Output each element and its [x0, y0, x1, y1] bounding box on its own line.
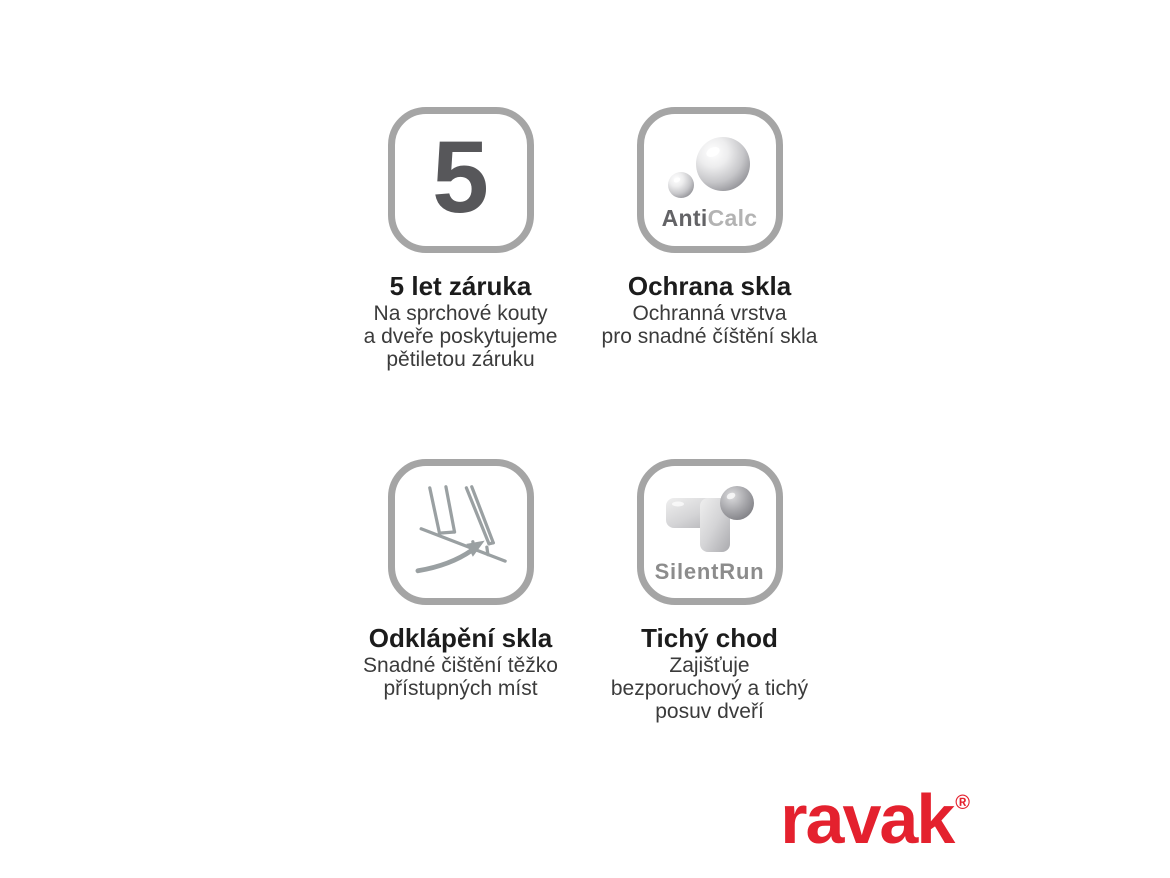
feature-description-glass-protection	[602, 302, 818, 348]
silentrun-label: SilentRun	[654, 558, 765, 584]
feature-description-warranty	[364, 302, 558, 371]
feature-description-line: Ochranná vrstva	[632, 302, 787, 325]
anticalc-label-anti: Anti	[661, 204, 708, 231]
feature-card-warranty	[336, 107, 585, 371]
feature-description-line: Na sprchové kouty	[373, 302, 548, 325]
digit-5-icon: 5	[432, 120, 489, 234]
feature-description-line: pětiletou záruku	[386, 348, 535, 371]
feature-card-glass-tilting	[336, 459, 585, 723]
feature-title-warranty: 5 let záruka	[389, 271, 532, 301]
water-drops-icon	[660, 131, 760, 205]
feature-title-quiet-operation: Tichý chod	[641, 623, 778, 653]
feature-description-line: posuv dveří	[655, 700, 764, 723]
feature-title-glass-tilting: Odklápění skla	[368, 623, 553, 653]
registered-trademark-icon: ®	[955, 792, 970, 814]
ravak-logo	[780, 780, 970, 858]
feature-card-quiet-operation	[585, 459, 834, 723]
anticalc-label-calc: Calc	[707, 204, 758, 231]
glass-tilt-icon	[405, 476, 517, 588]
silentrun-icon-box	[637, 459, 783, 605]
features-grid	[336, 107, 834, 723]
feature-description-quiet-operation	[611, 654, 808, 723]
ravak-logo-text: ravak	[780, 780, 954, 858]
feature-description-line: Snadné čištění těžko	[363, 654, 558, 677]
feature-description-glass-tilting	[363, 654, 558, 700]
five-year-warranty-icon	[388, 107, 534, 253]
anticalc-label	[661, 204, 758, 231]
feature-description-line: a dveře poskytujeme	[363, 325, 558, 348]
feature-description-line: pro snadné číštění skla	[601, 325, 818, 348]
silentrun-roller-icon	[658, 482, 762, 558]
anticalc-icon	[637, 107, 783, 253]
glass-tilt-icon-box	[388, 459, 534, 605]
feature-card-glass-protection	[585, 107, 834, 371]
feature-title-glass-protection: Ochrana skla	[627, 271, 792, 301]
feature-description-line: přístupných míst	[383, 677, 538, 700]
feature-description-line: Zajišťuje	[669, 654, 750, 677]
feature-description-line: bezporuchový a tichý	[610, 677, 809, 700]
